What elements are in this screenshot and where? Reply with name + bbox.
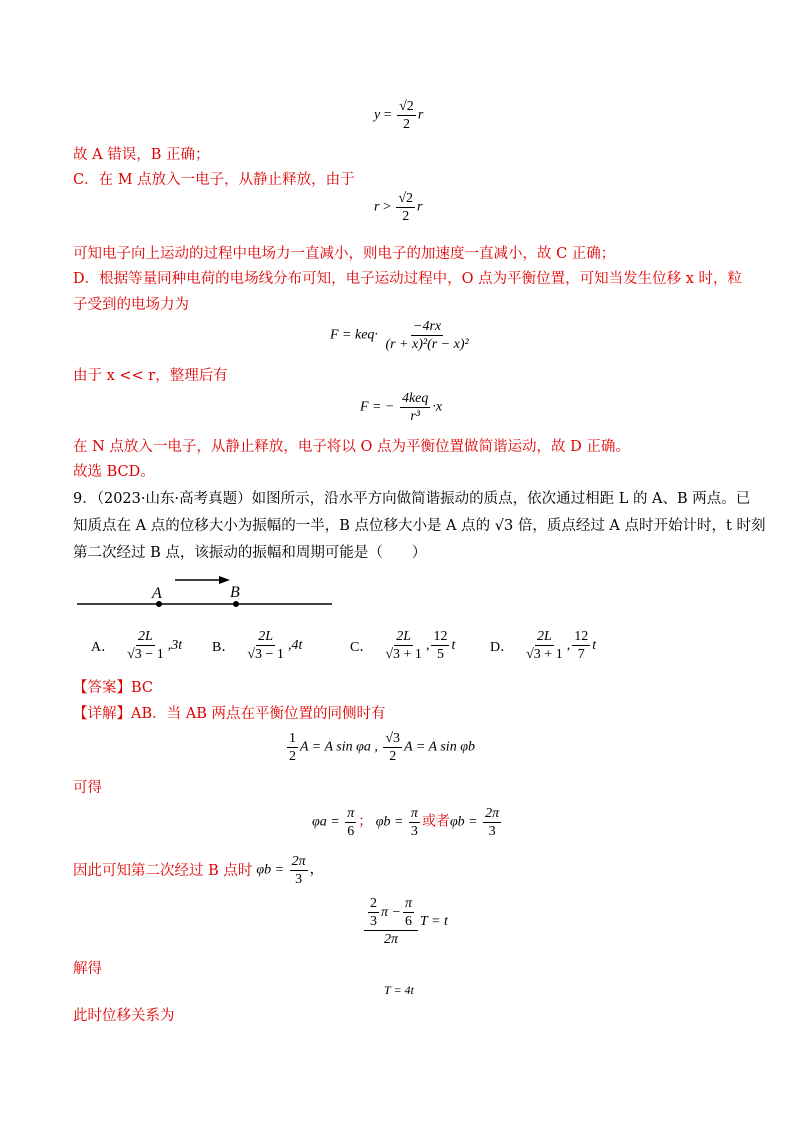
eq-num: 2π (291, 854, 306, 869)
eq-lhs: y (374, 107, 381, 123)
option-num: 2L (258, 629, 274, 644)
equation-t: T = 4t (384, 983, 414, 997)
equation-period (362, 895, 448, 948)
option-den: √3 + 1 (385, 647, 422, 662)
eq-part2: A = A sin φb (404, 739, 475, 755)
option-d[interactable] (490, 628, 596, 663)
eq-lhs: r (374, 199, 380, 215)
detail: 【详解】AB．当 AB 两点在平衡位置的同侧时有 (73, 706, 386, 722)
line-d3: 由于 x << r，整理后有 (73, 368, 228, 384)
option-num: 2L (138, 629, 153, 644)
eq-rhs: r (417, 199, 423, 215)
option-den: √3 − 1 (247, 647, 284, 662)
line-b (73, 853, 324, 888)
option-label: A． (91, 639, 116, 655)
line-b-text: 因此可知第二次经过 B 点时 (73, 862, 253, 879)
option-tail2: t (592, 637, 597, 653)
eq-num: √2 (398, 191, 414, 206)
eq-num: π (404, 896, 412, 911)
last-line: 此时位移关系为 (73, 1008, 175, 1024)
eq-lhs: F = keq· (330, 327, 378, 343)
eq-den: 2 (389, 749, 397, 764)
line-d4: 在 N 点放入一电子，从静止释放，电子将以 O 点为平衡位置做简谐运动，故 D 正确。 (73, 439, 630, 455)
option-label: C． (350, 639, 374, 655)
eq-pi: π − (381, 905, 401, 920)
point-b (233, 601, 239, 607)
eq-num: π (410, 806, 418, 821)
motion-figure (75, 568, 340, 613)
option-c[interactable] (350, 628, 455, 663)
line-final: 故选 BCD。 (73, 464, 155, 480)
eq-lhs: φb = (256, 862, 285, 878)
question-9-line2: 知质点在 A 点的位移大小为振幅的一半，B 点位移大小是 A 点的 √3 倍，质点经过 A 点时开始计时，t 时刻 (73, 518, 766, 534)
eq-num: 2 (370, 896, 377, 911)
question-9-line3: 第二次经过 B 点，该振动的振幅和周期可能是（ ） (73, 545, 427, 561)
label-b: B (230, 584, 240, 601)
eq-den: 2 (402, 209, 410, 224)
eq-lhs: F = − (360, 399, 395, 415)
eq-phi-b: φb = (375, 814, 404, 830)
option-den: √3 − 1 (127, 647, 164, 662)
option-num2: 12 (433, 629, 448, 644)
label-a: A (152, 585, 162, 602)
eq-den: 6 (347, 824, 355, 839)
line-c2: 可知电子向上运动的过程中电场力一直减小，则电子的加速度一直减小，故 C 正确； (73, 246, 616, 262)
question-9-line1: 9．（2023·山东·高考真题）如图所示，沿水平方向做简谐振动的质点，依次通过相距 L 的 A、B 两点。已 (73, 491, 751, 507)
eq-end: ， (309, 862, 324, 878)
line-d1: D．根据等量同种电荷的电场线分布可知，电子运动过程中，O 点为平衡位置，可知当发生位移 x 时，粒 (73, 271, 743, 287)
jiede: 解得 (73, 961, 102, 977)
eq-den: 3 (410, 824, 418, 839)
eq-den: 2π (383, 932, 398, 947)
option-tail2: t (451, 637, 456, 653)
answer: 【答案】BC (73, 680, 154, 696)
option-num: 2L (537, 629, 552, 644)
option-label: B． (212, 639, 236, 655)
line-d2: 子受到的电场力为 (73, 297, 189, 313)
option-num: 2L (396, 629, 412, 644)
eq-num: 1 (289, 731, 296, 746)
line-c: C．在 M 点放入一电子，从静止释放，由于 (73, 172, 355, 188)
eq-part1: A = A sin φa , (300, 739, 378, 755)
option-tail: ,4t (287, 637, 303, 653)
eq-or: 或者 (421, 813, 450, 830)
eq-den: 2 (402, 117, 410, 132)
eq-num: √3 (385, 731, 401, 746)
eq-sep: ； (358, 814, 373, 830)
eq-den: 3 (488, 824, 496, 839)
option-den: √3 + 1 (526, 647, 563, 662)
eq-rhs: T = t (419, 913, 448, 929)
eq-den: 2 (289, 749, 296, 764)
equation-r: r > $\frac{√2}{2}$ r (374, 191, 423, 224)
equation-phi-values (312, 805, 503, 840)
option-num2: 12 (574, 629, 589, 644)
option-label: D． (490, 639, 515, 655)
eq-rhs: ·x (432, 399, 443, 415)
line-ab: 故 A 错误，B 正确； (73, 147, 210, 163)
eq-num: √2 (399, 99, 414, 114)
kede: 可得 (73, 780, 102, 796)
equation-phase (285, 730, 475, 765)
equation-force-approx (360, 390, 442, 425)
eq-den: 6 (404, 914, 412, 929)
option-den2: 7 (577, 647, 585, 662)
eq-phi-a: φa = (312, 814, 340, 830)
eq-phi-c: φb = (449, 814, 478, 830)
eq-den: 3 (295, 872, 303, 887)
arrow-head (219, 576, 230, 584)
option-tail: , (566, 637, 571, 653)
option-b[interactable] (212, 628, 302, 663)
eq-rhs: r (417, 107, 424, 123)
option-tail: ,3t (167, 637, 183, 653)
equation-force (330, 318, 473, 353)
eq-den: (r + x)²(r − x)² (385, 337, 469, 352)
option-a[interactable] (91, 628, 182, 663)
option-den2: 5 (436, 647, 444, 662)
eq-num: π (347, 806, 355, 821)
eq-den: 3 (370, 914, 377, 929)
eq-num: −4rx (413, 319, 442, 334)
equation-y: y = $\frac{√2}{2}$ r (374, 99, 424, 132)
eq-num: 2π (485, 806, 500, 821)
option-tail: , (425, 637, 430, 653)
eq-den: r³ (410, 409, 420, 424)
eq-num: 4keq (401, 391, 429, 406)
